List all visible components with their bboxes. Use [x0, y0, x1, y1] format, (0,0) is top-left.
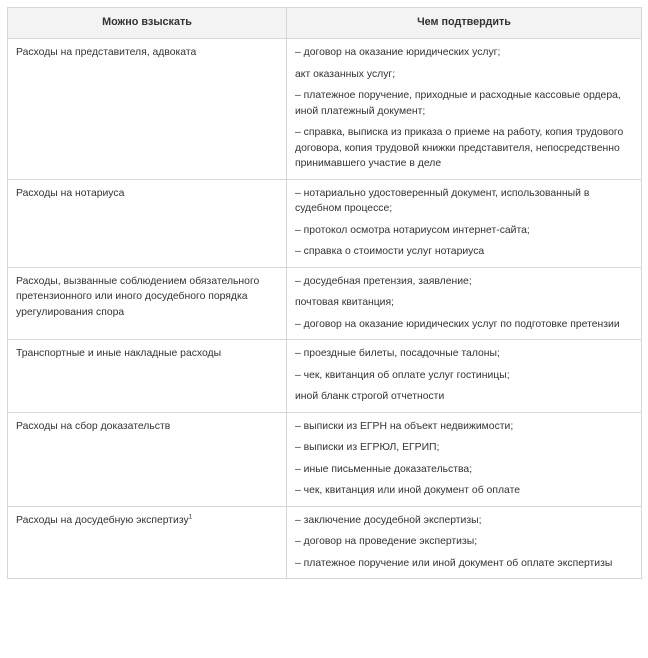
expense-label: Транспортные и иные накладные расходы	[16, 348, 222, 359]
expenses-table	[7, 7, 642, 579]
proof-item: – чек, квитанция об оплате услуг гостиницы;	[295, 369, 510, 381]
table-row	[8, 39, 642, 180]
proof-item: – договор на оказание юридических услуг по подготовке претензии	[295, 318, 620, 330]
proof-item: – платежное поручение, приходные и расходные кассовые ордера, иной платежный документ;	[295, 90, 621, 117]
proof-item: – иные письменные доказательства;	[295, 463, 473, 475]
expense-cell	[8, 179, 287, 267]
proof-item: – справка, выписка из приказа о приеме на работу, копия трудового договора, копия трудовой книжки представителя, непосредственно принимавшего участие в деле	[295, 127, 624, 169]
proof-item: – досудебная претензия, заявление;	[295, 275, 472, 287]
expense-label: Расходы, вызванные соблюдением обязательного претензионного или иного досудебного порядка урегулирования спора	[16, 275, 260, 318]
proof-item: – чек, квитанция или иной документ об оплате	[295, 485, 520, 496]
expense-label: Расходы на нотариуса	[16, 187, 125, 199]
table-row	[8, 412, 642, 506]
proof-cell	[287, 267, 642, 340]
proof-item: – проездные билеты, посадочные талоны;	[295, 348, 500, 359]
proof-cell	[287, 340, 642, 413]
table-row	[8, 340, 642, 413]
table-row	[8, 179, 642, 267]
proof-item: – справка о стоимости услуг нотариуса	[295, 246, 485, 257]
expense-cell	[8, 39, 287, 180]
table-header-row	[8, 8, 642, 39]
proof-item: акт оказанных услуг;	[295, 68, 396, 80]
header-proof: Чем подтвердить	[287, 8, 642, 39]
proof-item: – выписки из ЕГРЮЛ, ЕГРИП;	[295, 442, 440, 453]
expense-cell	[8, 267, 287, 340]
table-row	[8, 267, 642, 340]
expense-cell	[8, 412, 287, 506]
expense-cell	[8, 506, 287, 579]
proof-cell	[287, 412, 642, 506]
table-row	[8, 506, 642, 579]
proof-cell	[287, 179, 642, 267]
proof-cell	[287, 39, 642, 180]
proof-cell	[287, 506, 642, 579]
proof-item: – договор на проведение экспертизы;	[295, 536, 478, 547]
proof-item: – договор на оказание юридических услуг;	[295, 47, 501, 58]
expense-label: Расходы на досудебную экспертизу	[16, 514, 189, 526]
proof-item: иной бланк строгой отчетности	[295, 391, 445, 402]
proof-item: – платежное поручение или иной документ об оплате экспертизы	[295, 557, 613, 569]
expense-label: Расходы на сбор доказательств	[16, 420, 171, 432]
footnote-marker: 1	[188, 513, 193, 521]
header-expense: Можно взыскать	[8, 8, 287, 39]
proof-item: – протокол осмотра нотариусом интернет-сайта;	[295, 224, 530, 236]
proof-item: – заключение досудебной экспертизы;	[295, 514, 482, 526]
expense-label: Расходы на представителя, адвоката	[16, 47, 197, 58]
proof-item: – выписки из ЕГРН на объект недвижимости;	[295, 420, 514, 432]
proof-item: почтовая квитанция;	[295, 297, 395, 308]
proof-item: – нотариально удостоверенный документ, использованный в судебном процессе;	[295, 187, 590, 214]
expense-cell	[8, 340, 287, 413]
